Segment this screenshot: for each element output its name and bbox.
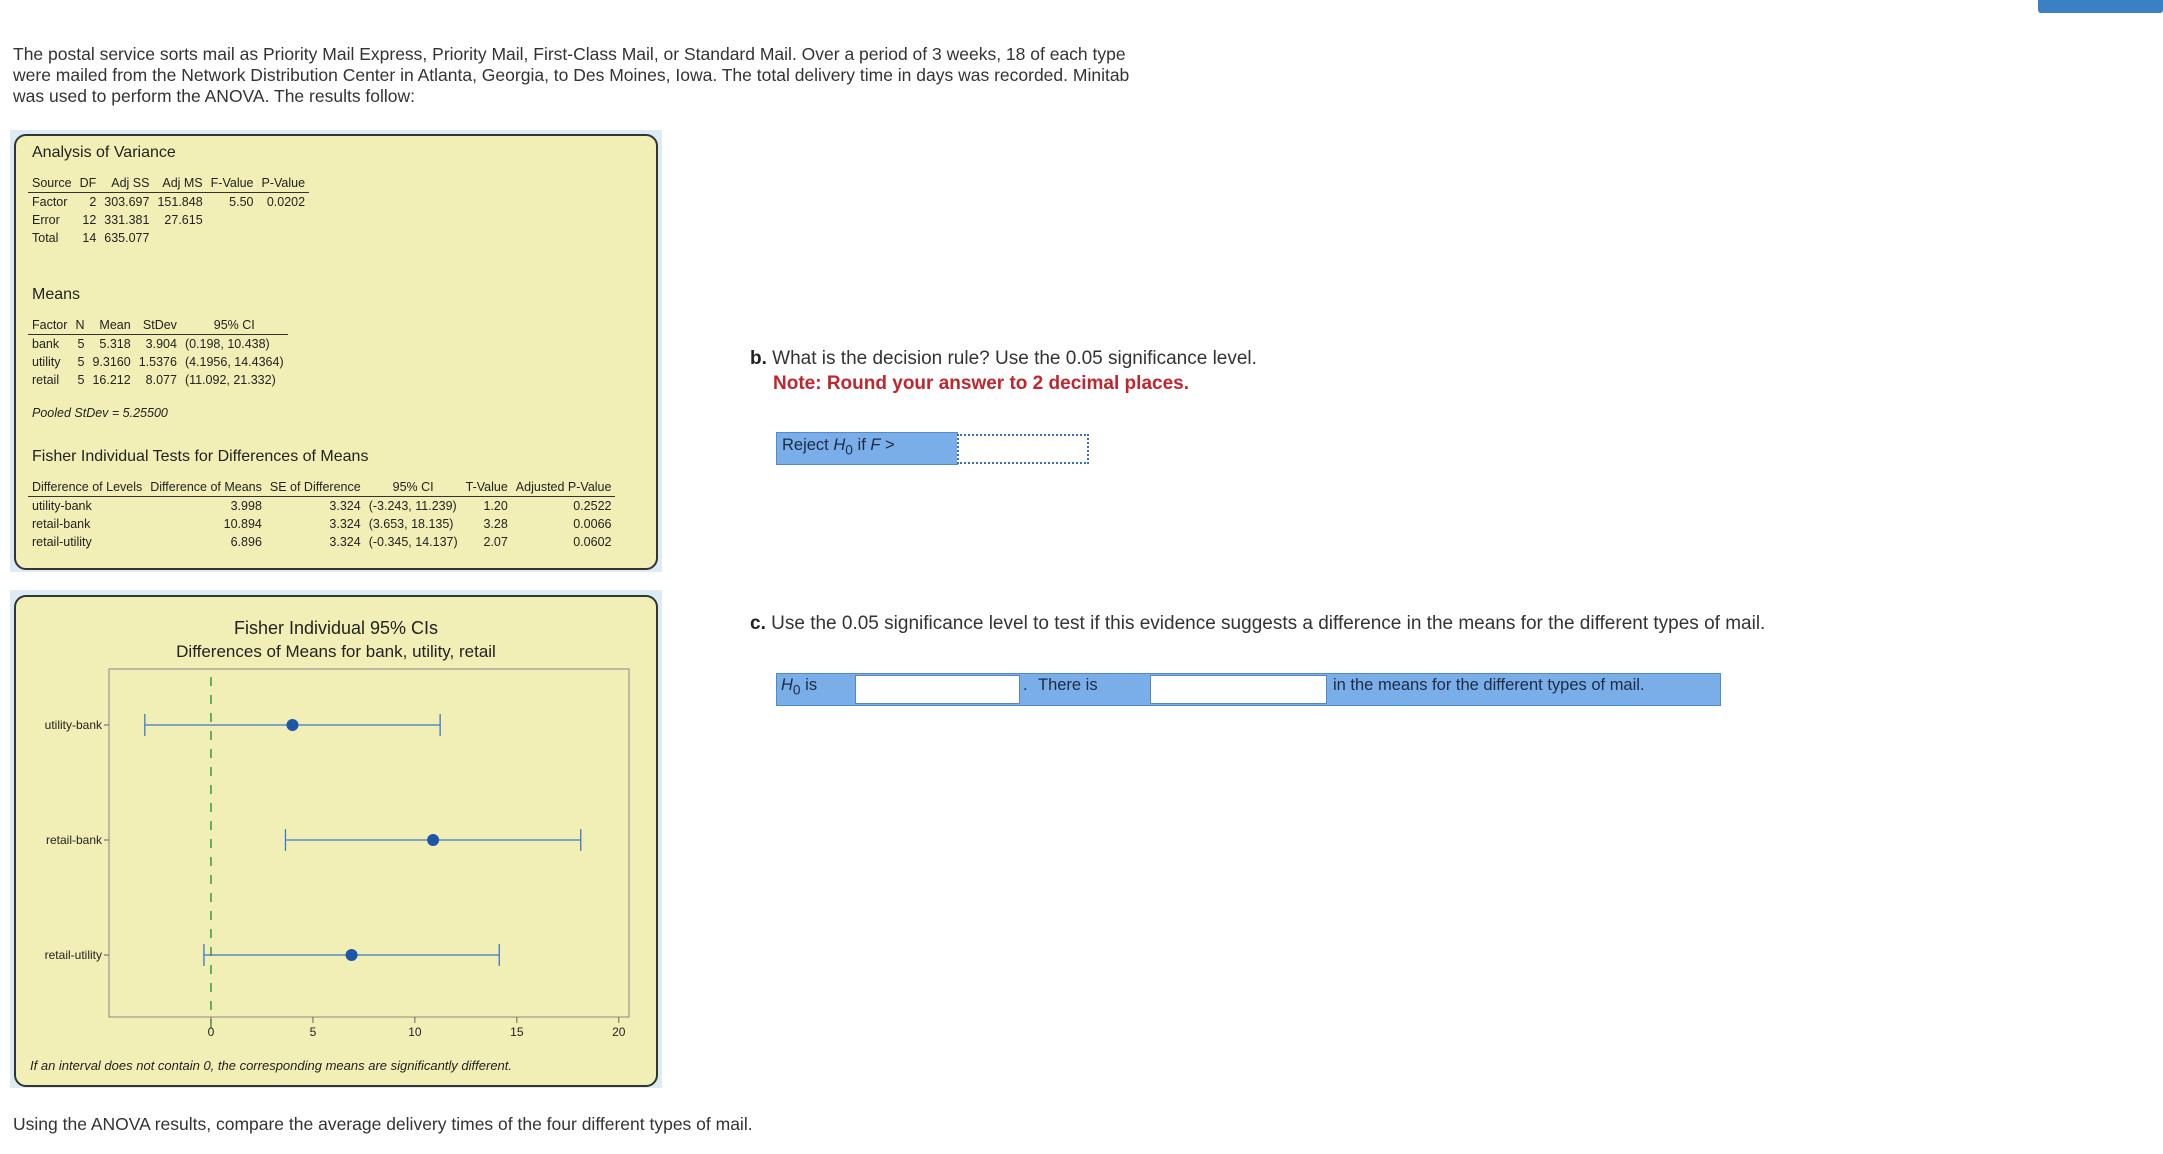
part-c-question	[750, 613, 1765, 635]
anova-cell	[258, 229, 310, 247]
critical-value-input[interactable]	[957, 434, 1089, 464]
table-row	[28, 335, 288, 354]
h-symbol: H	[833, 436, 846, 454]
fisher-title: Fisher Individual Tests for Differences of Means	[32, 448, 369, 465]
x-tick-label: 20	[612, 1025, 626, 1039]
anova-title: Analysis of Variance	[32, 144, 176, 161]
means-cell: 5	[77, 355, 85, 369]
part-b-question	[750, 348, 1257, 370]
anova-cell: 5.50	[229, 195, 254, 209]
anova-cell: Factor	[32, 195, 68, 209]
fisher-header: Adjusted P-Value	[512, 478, 616, 497]
intro-text: The postal service sorts mail as Priority Mail Express, Priority Mail, First-Class Mail, or Standard Mail. Over a period of 3 weeks, 18 of each type were mailed from the Network Distribution Center in Atlanta, Georgia, to Des Moines, Iowa. The total delivery time in days was recorded. Minitab was used to perform the ANOVA. The results follow:	[13, 44, 1130, 106]
fisher-cell: 0.0066	[573, 517, 612, 531]
is-text: is	[800, 676, 818, 694]
table-row	[28, 371, 288, 389]
fisher-cell: (-3.243, 11.239)	[368, 499, 457, 513]
fisher-cell: utility-bank	[32, 499, 92, 513]
means-header: N	[71, 316, 88, 335]
means-cell: 16.212	[92, 373, 131, 387]
x-tick-label: 15	[510, 1025, 524, 1039]
y-category-label: retail-utility	[44, 948, 102, 962]
fisher-header-row	[28, 478, 615, 497]
fisher-cell: 10.894	[223, 517, 262, 531]
anova-cell	[207, 229, 258, 247]
h0-symbol: H	[781, 676, 793, 694]
table-row	[28, 229, 309, 247]
means-cell: (4.1956, 14.4364)	[184, 355, 284, 369]
means-cell: bank	[32, 337, 60, 351]
fisher-cell: 3.28	[483, 517, 508, 531]
means-header: Mean	[88, 316, 134, 335]
fisher-table	[28, 478, 615, 551]
fisher-cell: 3.324	[329, 535, 361, 549]
y-category-label: retail-bank	[45, 833, 102, 847]
anova-cell: 0.0202	[266, 195, 306, 209]
anova-header: DF	[76, 174, 101, 193]
table-row	[28, 193, 309, 212]
ci-point-estimate	[346, 949, 358, 961]
means-header: StDev	[135, 316, 181, 335]
bottom-instruction: Using the ANOVA results, compare the average delivery times of the four different types of mail.	[13, 1114, 753, 1134]
means-header: 95% CI	[181, 316, 288, 335]
part-c-tail-label: in the means for the different types of mail.	[1333, 676, 1645, 694]
fisher-header: 95% CI	[365, 478, 462, 497]
fisher-ci-chart-panel	[14, 595, 658, 1087]
plot-area	[109, 669, 629, 1017]
means-cell: 5	[77, 337, 85, 351]
fisher-cell: 3.324	[329, 517, 361, 531]
table-row	[28, 353, 288, 371]
anova-header: Adj SS	[100, 174, 153, 193]
anova-cell: 635.077	[104, 231, 150, 245]
means-cell: (11.092, 21.332)	[184, 373, 276, 387]
top-right-button[interactable]	[2038, 0, 2163, 13]
anova-cell: 151.848	[157, 195, 203, 209]
means-header-row	[28, 316, 288, 335]
pooled-stdev: Pooled StDev = 5.25500	[32, 406, 168, 420]
fisher-cell: retail-utility	[32, 535, 92, 549]
anova-cell: 2	[89, 195, 97, 209]
fisher-cell: 0.2522	[573, 499, 612, 513]
ci-point-estimate	[427, 834, 439, 846]
anova-cell: 12	[82, 213, 97, 227]
decision-rule-label	[776, 432, 958, 465]
means-cell: 1.5376	[138, 355, 177, 369]
chart-title: Fisher Individual 95% CIs	[233, 618, 439, 638]
anova-table	[28, 174, 309, 247]
means-cell: 3.904	[145, 337, 177, 351]
fisher-cell: 1.20	[483, 499, 508, 513]
means-cell: retail	[32, 373, 60, 387]
means-cell: 9.3160	[92, 355, 131, 369]
means-header: Factor	[28, 316, 71, 335]
anova-cell	[258, 211, 310, 229]
anova-cell: 27.615	[164, 213, 203, 227]
means-table	[28, 316, 288, 389]
reject-text: Reject	[782, 436, 834, 454]
fisher-cell: 6.896	[230, 535, 262, 549]
anova-header: Adj MS	[153, 174, 206, 193]
fisher-cell: 0.0602	[573, 535, 612, 549]
anova-cell: 331.381	[104, 213, 150, 227]
period-label: .	[1023, 676, 1028, 694]
means-cell: (0.198, 10.438)	[184, 337, 270, 351]
part-b-text: What is the decision rule? Use the 0.05 significance level.	[772, 348, 1257, 369]
anova-header: P-Value	[258, 174, 310, 193]
fisher-cell: 3.998	[230, 499, 262, 513]
x-tick-label: 10	[408, 1025, 422, 1039]
h-subscript: 0	[845, 442, 853, 458]
x-tick-label: 5	[309, 1025, 317, 1039]
anova-cell: Total	[32, 231, 59, 245]
fisher-header: T-Value	[462, 478, 512, 497]
h0-is-label	[776, 673, 856, 706]
anova-cell: Error	[32, 213, 60, 227]
fisher-cell: (3.653, 18.135)	[368, 517, 454, 531]
anova-header-row	[28, 174, 309, 193]
part-c-text: Use the 0.05 significance level to test if this evidence suggests a difference in the means for the different types of mail.	[771, 613, 1766, 634]
chart-subtitle: Differences of Means for bank, utility, retail	[176, 642, 496, 661]
part-b-letter: b.	[750, 348, 767, 369]
table-row	[28, 211, 309, 229]
part-b-note: Note: Round your answer to 2 decimal places.	[773, 373, 1189, 394]
table-row	[28, 515, 615, 533]
means-cell: 8.077	[145, 373, 177, 387]
chart-footnote: If an interval does not contain 0, the corresponding means are significantly different.	[30, 1058, 513, 1073]
means-cell: utility	[32, 355, 61, 369]
f-symbol: F	[870, 436, 881, 454]
means-title: Means	[32, 286, 81, 303]
h0-decision-select[interactable]	[855, 675, 1020, 704]
fisher-cell: 2.07	[483, 535, 508, 549]
fisher-header: Difference of Levels	[28, 478, 146, 497]
table-row	[28, 497, 615, 516]
there-is-label: There is	[1038, 676, 1098, 694]
y-category-label: utility-bank	[44, 718, 102, 732]
anova-output-panel	[14, 134, 658, 570]
anova-cell: 303.697	[104, 195, 150, 209]
fisher-cell: (-0.345, 14.137)	[368, 535, 458, 549]
h0-subscript: 0	[792, 682, 801, 698]
means-cell: 5	[77, 373, 85, 387]
table-row	[28, 533, 615, 551]
fisher-cell: retail-bank	[32, 517, 91, 531]
anova-header: F-Value	[207, 174, 258, 193]
fisher-header: Difference of Means	[146, 478, 266, 497]
fisher-ci-chart	[16, 597, 656, 1085]
anova-cell: 14	[82, 231, 97, 245]
fisher-cell: 3.324	[329, 499, 361, 513]
gt-text: >	[880, 436, 895, 454]
if-text: if	[852, 436, 871, 454]
means-cell: 5.318	[99, 337, 131, 351]
part-c-letter: c.	[750, 613, 766, 634]
anova-cell	[153, 229, 206, 247]
ci-point-estimate	[286, 719, 298, 731]
x-tick-label: 0	[207, 1025, 215, 1039]
fisher-header: SE of Difference	[266, 478, 365, 497]
anova-header: Source	[28, 174, 76, 193]
difference-select[interactable]	[1150, 675, 1327, 704]
anova-cell	[207, 211, 258, 229]
